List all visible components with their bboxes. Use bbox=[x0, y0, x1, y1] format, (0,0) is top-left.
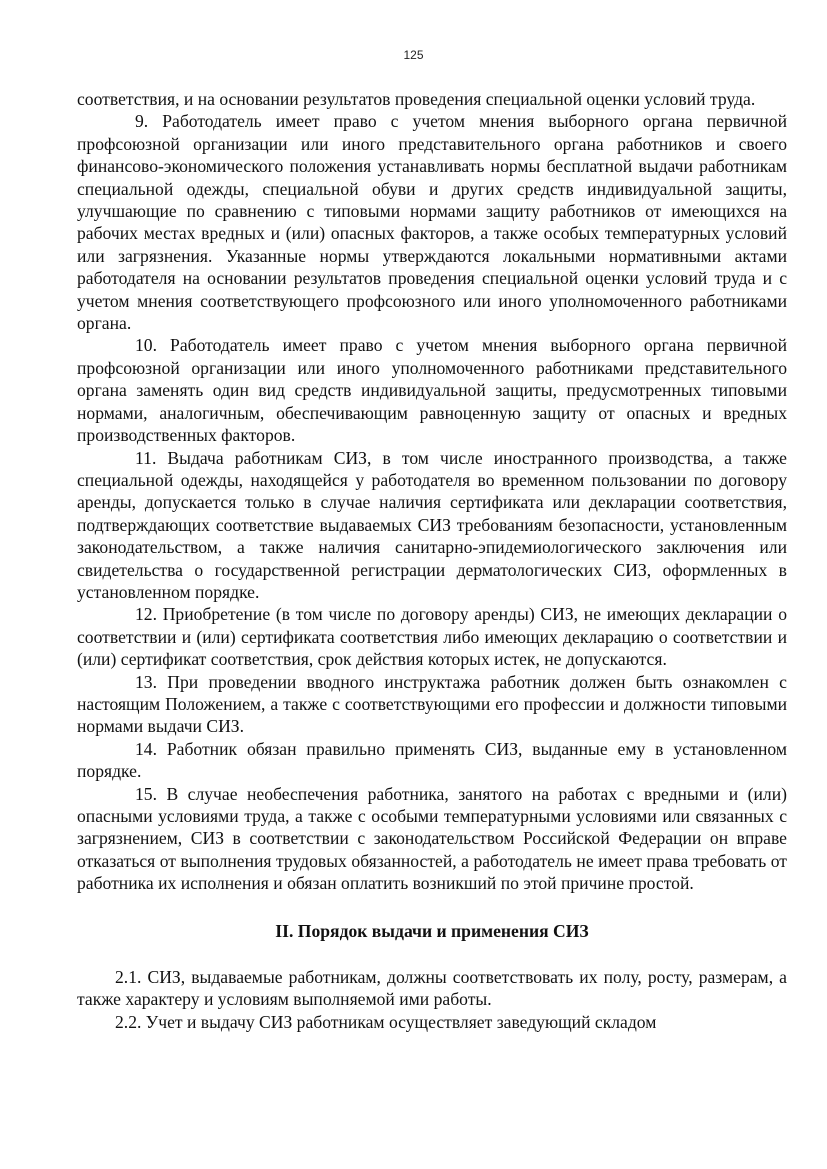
paragraph-item-11: 11. Выдача работникам СИЗ, в том числе иностранного производства, а также специальной одежды, находящейся у работодателя во временном пользовании по договору аренды, допускается только в случае наличия сертификата или декларации соответствия, подтверждающих соответствие выдаваемых СИЗ требованиям безопасности, установленным законодательством, а также наличия санитарно-эпидемиологического заключения или свидетельства о государственной регистрации дерматологических СИЗ, оформленных в установленном порядке. bbox=[77, 447, 787, 602]
document-body bbox=[77, 88, 787, 1033]
paragraph-item-9: 9. Работодатель имеет право с учетом мнения выборного органа первичной профсоюзной организации или иного представительного органа работников и своего финансово-экономического положения устанавливать нормы бесплатной выдачи работникам специальной одежды, специальной обуви и других средств индивидуальной защиты, улучшающие по сравнению с типовыми нормами защиту работников от имеющихся на рабочих местах вредных и (или) опасных факторов, а также особых температурных условий или загрязнения. Указанные нормы утверждаются локальными нормативными актами работодателя на основании результатов проведения специальной оценки условий труда и с учетом мнения соответствующего профсоюзного или иного уполномоченного работниками органа. bbox=[77, 111, 787, 334]
paragraph-continuation: соответствия, и на основании результатов проведения специальной оценки условий труда. bbox=[77, 89, 756, 109]
paragraph-item-15: 15. В случае необеспечения работника, занятого на работах с вредными и (или) опасными условиями труда, а также с особыми температурными условиями или связанных с загрязнением, СИЗ в соответствии с законодательством Российской Федерации он вправе отказаться от выполнения трудовых обязанностей, а работодатель не имеет права требовать от работника их исполнения и обязан оплатить возникший по этой причине простой. bbox=[77, 783, 787, 894]
page-number: 125 bbox=[403, 48, 424, 62]
paragraph-item-14: 14. Работник обязан правильно применять СИЗ, выданные ему в установленном порядке. bbox=[77, 738, 787, 782]
paragraph-item-2-1: 2.1. СИЗ, выдаваемые работникам, должны соответствовать их полу, росту, размерам, а также характеру и условиям выполняемой ими работы. bbox=[77, 967, 787, 1010]
paragraph-item-12: 12. Приобретение (в том числе по договору аренды) СИЗ, не имеющих декларации о соответствии и (или) сертификата соответствия либо имеющих декларацию о соответствии и (или) сертификат соответствия, срок действия которых истек, не допускаются. bbox=[77, 604, 787, 670]
section-heading: II. Порядок выдачи и применения СИЗ bbox=[275, 920, 589, 941]
paragraph-item-2-2: 2.2. Учет и выдачу СИЗ работникам осуществляет заведующий складом bbox=[115, 1011, 657, 1032]
paragraph-item-10: 10. Работодатель имеет право с учетом мнения выборного органа первичной профсоюзной организации или иного уполномоченного работниками представительного органа заменять один вид средств индивидуальной защиты, предусмотренных типовыми нормами, аналогичным, обеспечивающим равноценную защиту от опасных и вредных производственных факторов. bbox=[77, 335, 787, 446]
paragraph-item-13: 13. При проведении вводного инструктажа работник должен быть ознакомлен с настоящим Положением, а также с соответствующими его профессии и должности типовыми нормами выдачи СИЗ. bbox=[77, 671, 787, 737]
